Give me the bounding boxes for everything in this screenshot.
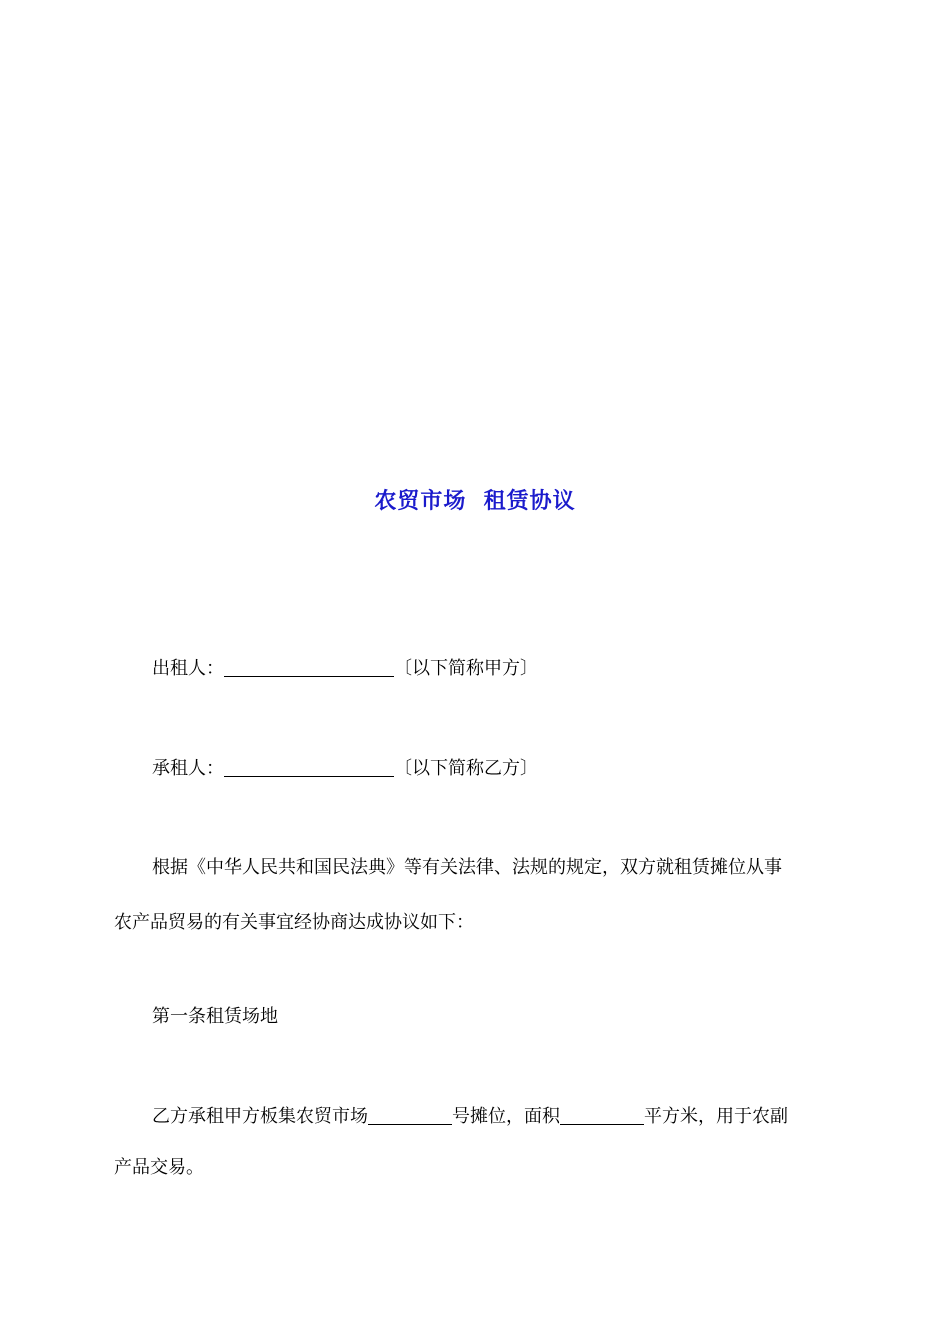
preamble-line-1: 根据《中华人民共和国民法典》等有关法律、法规的规定，双方就租赁摊位从事 <box>152 857 782 878</box>
article-1-text-c: 平方米，用于农副 <box>644 1106 788 1127</box>
preamble-line-2: 农产品贸易的有关事宜经协商达成协议如下： <box>114 912 474 933</box>
lessee-line <box>152 756 538 782</box>
article-1-heading: 第一条租赁场地 <box>152 1006 278 1027</box>
lessee-name-blank[interactable] <box>224 758 394 777</box>
lessor-line <box>152 656 538 682</box>
article-1-line-2: 产品交易。 <box>114 1157 204 1178</box>
area-blank[interactable] <box>560 1106 644 1125</box>
article-1-text-b: 号摊位，面积 <box>452 1106 560 1127</box>
lessor-label: 出租人： <box>152 658 224 679</box>
lessor-name-blank[interactable] <box>224 658 394 677</box>
lessor-note: 〔以下简称甲方〕 <box>394 658 538 679</box>
article-1-text-a: 乙方承租甲方板集农贸市场 <box>152 1106 368 1127</box>
lessee-label: 承租人： <box>152 758 224 779</box>
lessee-note: 〔以下简称乙方〕 <box>394 758 538 779</box>
stall-number-blank[interactable] <box>368 1106 452 1125</box>
document-title: 农贸市场 租赁协议 <box>374 488 576 514</box>
article-1-line-1 <box>152 1104 788 1130</box>
